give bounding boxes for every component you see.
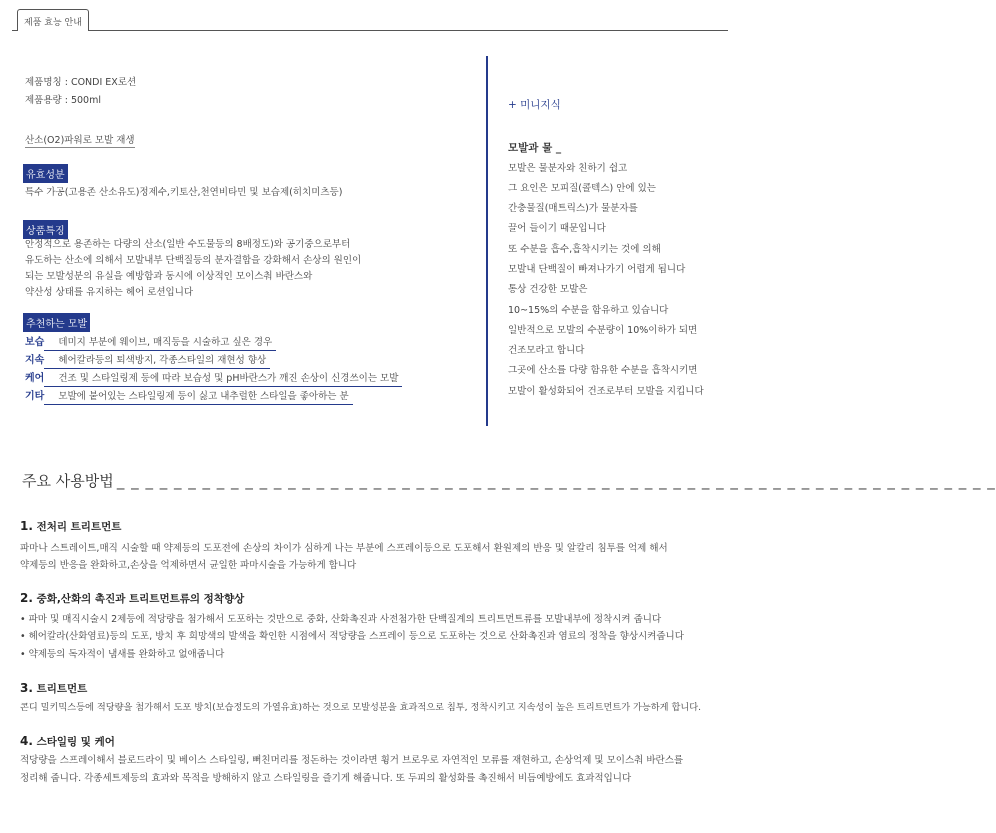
usage-step-heading: 전처리 트리트먼트 [36, 521, 122, 533]
usage-step-number: 3. [20, 681, 33, 695]
column-divider [486, 56, 488, 426]
recommended-key: 케어 [25, 373, 45, 384]
recommended-text: 건조 및 스타일링제 등에 따라 보습성 및 pH바란스가 깨진 손상이 신경쓰이는 모발 [44, 373, 402, 387]
usage-step-heading: 중화,산화의 촉진과 트리트먼트류의 정착향상 [36, 593, 245, 605]
tab-underline [12, 30, 728, 31]
recommended-text: 헤어칼라등의 퇴색방지, 각종스타일의 재현성 향상 [44, 355, 270, 369]
usage-step-line: 파마나 스트레이트,매직 시술할 때 약제등의 도포전에 손상의 차이가 심하게 나는 부분에 스프레이등으로 도포해서 환원제의 반응 및 알칼리 침투를 억제 해서 [20, 543, 668, 554]
usage-title: 주요 사용방법 [22, 472, 114, 490]
usage-step-line: 적당량을 스프레이해서 블로드라이 및 베이스 스타일링, 뻐친머리를 정돈하는 것이라면 휭거 브로우로 자연적인 모류를 재현하고, 손상억제 및 모이스춰 바란스를 [20, 755, 684, 766]
mini-knowledge-line: 모발은 물분자와 친하기 쉽고 [508, 163, 628, 174]
recommended-key: 기타 [25, 391, 45, 402]
features-line: 되는 모발성분의 유실을 예방함과 동시에 이상적인 모이스춰 바란스와 [25, 271, 313, 282]
product-tagline: 산소(O2)파워로 모발 재생 [25, 132, 135, 148]
recommended-item [25, 351, 270, 366]
recommended-text: 데미지 부분에 웨이브, 매직등을 시술하고 싶은 경우 [44, 337, 276, 351]
features-line: 안정적으로 용존하는 다량의 산소(일반 수도물등의 8배정도)와 공기중으로부터 [25, 239, 351, 250]
mini-knowledge-line: 모발내 단백질이 빠져나가기 어렵게 됩니다 [508, 264, 686, 275]
recommended-text: 모발에 붙어있는 스타일링제 등이 싫고 내추럴한 스타일을 좋아하는 분 [44, 391, 352, 405]
mini-knowledge-line: 간충물질(매트릭스)가 물분자를 [508, 203, 638, 214]
mini-knowledge-line: 그 요인은 모피질(콜텍스) 안에 있는 [508, 183, 656, 194]
usage-header [22, 470, 996, 491]
usage-step-number: 1. [20, 519, 33, 533]
mini-knowledge-title: + 미니지식 [508, 99, 561, 111]
recommended-key: 지속 [25, 355, 45, 366]
mini-knowledge-line: 통상 건강한 모발은 [508, 284, 588, 295]
usage-step-line: • 약제등의 독자적이 냄새를 완화하고 없애줍니다 [20, 649, 225, 660]
features-heading: 상품특징 [23, 220, 68, 239]
mini-knowledge-line: 일반적으로 모발의 수분량이 10%이하가 되면 [508, 325, 698, 336]
recommended-item [25, 333, 276, 348]
usage-title-dashes: _ _ _ _ _ _ _ _ _ _ _ _ _ _ _ _ _ _ _ _ _ _ _ _ _ _ _ _ _ _ _ _ _ _ _ _ _ _ _ _ _ _ _ _ _ _ _ _ _ _ _ _ _ _ _ _ _ _ _ _ _ _ [116, 472, 996, 490]
usage-step-title [20, 734, 115, 749]
usage-step-line: • 파마 및 매직시술시 2제등에 적당량을 첨가해서 도포하는 것만으로 중화, 산화촉진과 사전첨가한 단백질계의 트리트먼트류를 모발내부에 정착시켜 줍니다 [20, 614, 662, 625]
recommended-item [25, 387, 353, 402]
mini-knowledge-line: 끌어 들이기 때문입니다 [508, 223, 606, 234]
features-line: 약산성 상태를 유지하는 헤어 로션입니다 [25, 287, 194, 298]
recommended-item [25, 369, 402, 384]
recommended-key: 보습 [25, 337, 45, 348]
features-line: 유도하는 산소에 의해서 모발내부 단백질등의 분자결합을 강화해서 손상의 원인이 [25, 255, 362, 266]
mini-knowledge-line: 모발이 활성화되어 건조로부터 모발을 지킵니다 [508, 386, 704, 397]
usage-step-title [20, 591, 244, 606]
usage-step-line: 정리해 줍니다. 각종세트제등의 효과와 목적을 방해하지 않고 스타일링을 즐기게 해줍니다. 또 두피의 활성화를 촉진해서 비듬예방에도 효과적입니다 [20, 773, 632, 784]
mini-knowledge-line: 건조모라고 합니다 [508, 345, 585, 356]
product-name: 제품명칭 : CONDI EX로션 [25, 77, 137, 88]
usage-step-title [20, 681, 87, 696]
mini-knowledge-heading: 모발과 물 _ [508, 142, 562, 154]
tab-product-info[interactable] [17, 9, 89, 31]
recommended-heading: 추천하는 모발 [23, 313, 90, 332]
ingredients-heading: 유효성분 [23, 164, 68, 183]
usage-step-line: 콘디 밀키믹스등에 적당량을 첨가해서 도포 방치(보습정도의 가열유효)하는 것으로 모발성분을 효과적으로 침투, 정착시키고 지속성이 높은 트리트먼트가 가능하게 합니다. [20, 702, 701, 713]
mini-knowledge-line: 그곳에 산소를 다량 함유한 수분을 흡착시키면 [508, 365, 698, 376]
product-volume: 제품용량 : 500ml [25, 95, 101, 106]
usage-step-heading: 스타일링 및 케어 [36, 736, 115, 748]
mini-knowledge-line: 10~15%의 수분을 함유하고 있습니다 [508, 305, 669, 316]
usage-step-number: 2. [20, 591, 33, 605]
usage-step-heading: 트리트먼트 [36, 683, 88, 695]
usage-step-number: 4. [20, 734, 33, 748]
usage-step-line: • 헤어칼라(산화염료)등의 도포, 방치 후 희망색의 발색을 확인한 시점에서 적당량을 스프레이 등으로 도포하는 것으로 산화촉진과 염료의 정착을 향상시켜줍니다 [20, 631, 684, 642]
mini-knowledge-line: 또 수분을 흡수,흡착시키는 것에 의해 [508, 244, 661, 255]
usage-step-line: 약제등의 반응을 완화하고,손상을 억제하면서 균일한 파마시술을 가능하게 합니다 [20, 560, 357, 571]
usage-step-title [20, 519, 121, 534]
ingredients-text: 특수 가공(고용존 산소유도)정제수,키토산,천연비타민 및 보습제(히치미츠등) [25, 187, 343, 198]
tab-label: 제품 효능 안내 [24, 18, 82, 28]
